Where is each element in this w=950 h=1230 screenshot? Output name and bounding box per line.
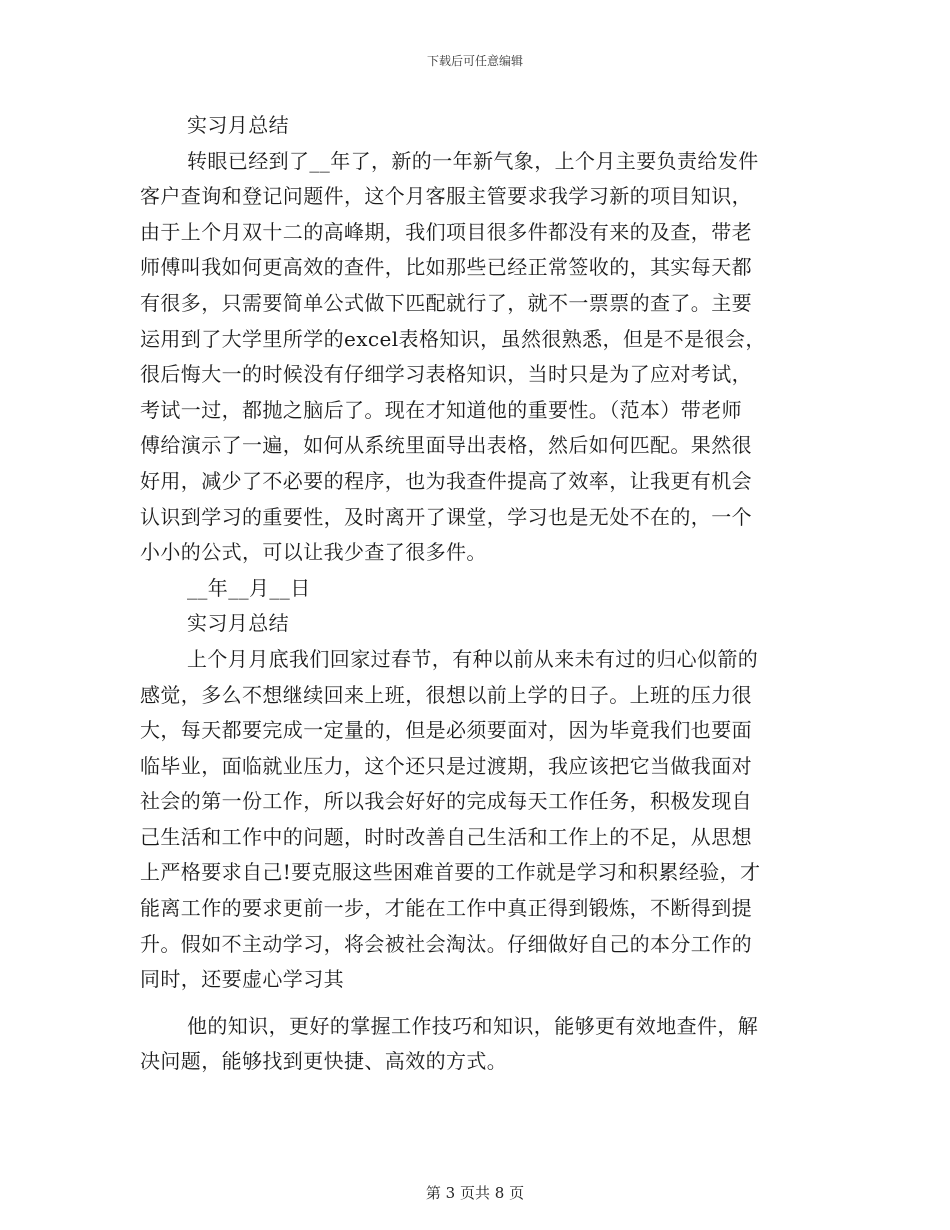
paragraph-line: 师傅叫我如何更高效的查件，比如那些已经正常签收的，其实每天都 bbox=[140, 255, 752, 280]
paragraph-line: 有很多，只需要简单公式做下匹配就行了，就不一票票的查了。主要 bbox=[140, 290, 752, 315]
paragraph-line: 同时，还要虚心学习其 bbox=[140, 967, 344, 992]
date-line: __年__月__日 bbox=[187, 575, 311, 600]
page-header: 下载后可任意编辑 bbox=[426, 54, 523, 68]
section-title: 实习月总结 bbox=[187, 611, 289, 636]
paragraph-line: 由于上个月双十二的高峰期，我们项目很多件都没有来的及查，带老 bbox=[140, 219, 752, 244]
paragraph-spacer bbox=[140, 998, 802, 1009]
paragraph-line: 升。假如不主动学习，将会被社会淘汰。仔细做好自己的本分工作的 bbox=[140, 931, 752, 956]
paragraph-line: 社会的第一份工作，所以我会好好的完成每天工作任务，积极发现自 bbox=[140, 789, 752, 814]
paragraph-line: 上个月月底我们回家过春节，有种以前从来未有过的归心似箭的 bbox=[187, 646, 759, 671]
paragraph-line: 傅给演示了一遍，如何从系统里面导出表格，然后如何匹配。果然很 bbox=[140, 433, 752, 458]
paragraph-line: 很后悔大一的时候没有仔细学习表格知识，当时只是为了应对考试， bbox=[140, 362, 752, 387]
page-footer: 第 3 页共 8 页 bbox=[425, 1184, 525, 1202]
paragraph-line: 能离工作的要求更前一步，才能在工作中真正得到锻炼，不断得到提 bbox=[140, 896, 752, 921]
paragraph-line: 客户查询和登记问题件，这个月客服主管要求我学习新的项目知识， bbox=[140, 184, 752, 209]
section-title: 实习月总结 bbox=[187, 113, 289, 137]
paragraph-line: 决问题，能够找到更快捷、高效的方式。 bbox=[140, 1049, 508, 1074]
paragraph-line: 上严格要求自己!要克服这些困难首要的工作就是学习和积累经验，才 bbox=[140, 860, 761, 885]
paragraph-line: 考试一过，都抛之脑后了。现在才知道他的重要性。（范本）带老师 bbox=[140, 397, 742, 422]
paragraph-line: 大，每天都要完成一定量的，但是必须要面对，因为毕竟我们也要面 bbox=[140, 718, 752, 743]
paragraph-line: 感觉，多么不想继续回来上班，很想以前上学的日子。上班的压力很 bbox=[140, 682, 752, 707]
paragraph-line: 转眼已经到了__年了，新的一年新气象，上个月主要负责给发件 bbox=[187, 148, 759, 173]
paragraph-line: 小小的公式，可以让我少查了很多件。 bbox=[140, 540, 487, 565]
paragraph-line: 运用到了大学里所学的excel表格知识，虽然很熟悉，但是不是很会， bbox=[140, 326, 766, 351]
paragraph-line: 己生活和工作中的问题，时时改善自己生活和工作上的不足，从思想 bbox=[140, 824, 752, 849]
paragraph-line: 临毕业，面临就业压力，这个还只是过渡期，我应该把它当做我面对 bbox=[140, 753, 752, 778]
paragraph-line: 认识到学习的重要性，及时离开了课堂，学习也是无处不在的，一个 bbox=[140, 504, 752, 529]
paragraph-line: 他的知识，更好的掌握工作技巧和知识，能够更有效地查件，解 bbox=[187, 1013, 759, 1038]
document-body bbox=[140, 108, 802, 1080]
paragraph-line: 好用，减少了不必要的程序，也为我查件提高了效率，让我更有机会 bbox=[140, 468, 752, 493]
